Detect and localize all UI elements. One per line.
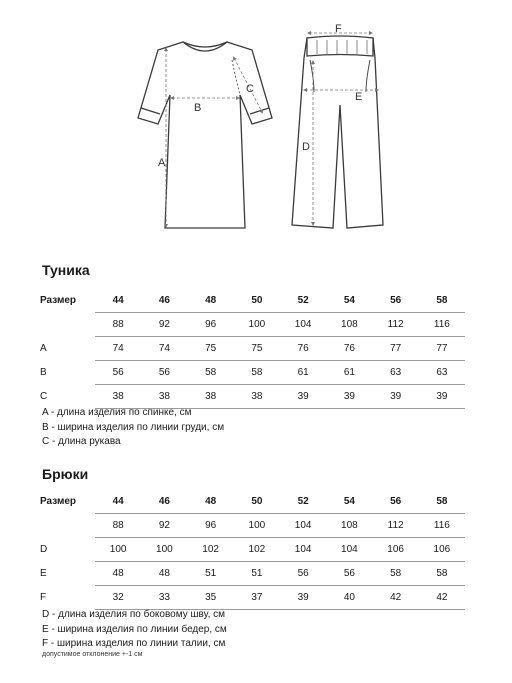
table-cell: 112 [373,514,419,538]
table-cell: 39 [280,385,326,409]
table-cell: 40 [326,586,372,610]
diagram-label-b: B [194,102,202,114]
size-header-cell: 44 [95,289,141,313]
table-cell: 100 [95,538,141,562]
table-cell: 58 [419,562,465,586]
size-header-cell: 46 [141,490,187,514]
row-label: D [40,544,48,555]
diagram-label-f: F [335,23,342,35]
row-label: A [40,343,47,354]
table-cell: 104 [280,538,326,562]
size-header-cell: 50 [234,490,280,514]
table-cell: 74 [95,337,141,361]
size-header-cell: 58 [419,490,465,514]
table-cell: 38 [141,385,187,409]
row-label: B [40,367,47,378]
size-label: Размер [40,496,77,508]
row-label: C [40,391,48,402]
table-cell: 51 [234,562,280,586]
table-cell: 100 [141,538,187,562]
table-cell: 88 [95,313,141,337]
size-header-cell: 56 [373,490,419,514]
size-header-cell: 54 [326,289,372,313]
table-cell: 39 [326,385,372,409]
table-cell: 58 [373,562,419,586]
pants-notes [42,608,227,652]
table-cell: 106 [373,538,419,562]
size-header-cell: 56 [373,289,419,313]
table-cell: 76 [280,337,326,361]
table-cell: 106 [419,538,465,562]
diagram-label-e: E [355,91,363,103]
table-cell: 58 [234,361,280,385]
tunic-size-header-row [40,289,465,313]
tolerance-note: допустимое отклонение +-1 см [42,651,143,658]
table-cell: 58 [188,361,234,385]
table-cell: 77 [419,337,465,361]
table-cell: 56 [326,562,372,586]
table-cell: 42 [373,586,419,610]
table-cell: 104 [280,313,326,337]
table-cell: 56 [95,361,141,385]
garment-diagrams [0,0,512,250]
row-label [40,313,95,337]
table-cell: 102 [234,538,280,562]
table-cell: 39 [373,385,419,409]
table-cell: 104 [326,538,372,562]
table-cell: 39 [419,385,465,409]
pants-size-header-row [40,490,465,514]
table-cell: 96 [188,313,234,337]
table-cell: 116 [419,313,465,337]
table-cell: 108 [326,514,372,538]
table-cell: 88 [95,514,141,538]
table-cell: 42 [419,586,465,610]
table-cell: 76 [326,337,372,361]
table-cell: 35 [188,586,234,610]
table-row [40,337,465,361]
table-row [40,586,465,610]
table-cell: 63 [419,361,465,385]
note-item: F - ширина изделия по линии талии, см [42,638,226,649]
table-cell: 37 [234,586,280,610]
table-cell: 100 [234,514,280,538]
diagram-label-c: C [246,83,254,95]
table-cell: 75 [188,337,234,361]
tunic-size-table [40,289,465,409]
diagram-label-a: A [158,157,166,169]
table-cell: 100 [234,313,280,337]
row-label: F [40,592,47,603]
table-cell: 51 [188,562,234,586]
tunic-title: Туника [42,262,90,278]
row-label: E [40,568,47,579]
note-item: A - длина изделия по спинке, см [42,407,192,418]
pants-size-table [40,490,465,610]
size-header-cell: 44 [95,490,141,514]
tunic-sketch [138,42,272,228]
pants-sketch [292,36,383,228]
size-header-cell: 52 [280,490,326,514]
table-cell: 38 [95,385,141,409]
tunic-notes [42,406,224,450]
diagram-label-d: D [302,141,310,153]
size-header-cell: 48 [188,289,234,313]
note-item: D - длина изделия по боковому шву, см [42,609,226,620]
size-label: Размер [40,295,77,307]
table-cell: 104 [280,514,326,538]
size-header-cell: 58 [419,289,465,313]
size-header-cell: 46 [141,289,187,313]
table-cell: 108 [326,313,372,337]
table-cell: 32 [95,586,141,610]
table-row [40,361,465,385]
size-header-cell: 52 [280,289,326,313]
table-row [40,313,465,337]
table-cell: 38 [188,385,234,409]
table-cell: 92 [141,313,187,337]
table-cell: 33 [141,586,187,610]
table-cell: 92 [141,514,187,538]
table-cell: 75 [234,337,280,361]
note-item: B - ширина изделия по линии груди, см [42,421,225,433]
table-cell: 61 [280,361,326,385]
size-header-cell: 54 [326,490,372,514]
table-cell: 112 [373,313,419,337]
pants-title: Брюки [42,466,89,482]
table-cell: 56 [141,361,187,385]
size-header-cell: 48 [188,490,234,514]
size-header-cell: 50 [234,289,280,313]
table-cell: 39 [280,586,326,610]
table-cell: 77 [373,337,419,361]
table-cell: 61 [326,361,372,385]
table-cell: 56 [280,562,326,586]
table-cell: 48 [95,562,141,586]
table-cell: 74 [141,337,187,361]
row-label [40,514,95,538]
table-row [40,562,465,586]
table-cell: 63 [373,361,419,385]
table-cell: 102 [188,538,234,562]
table-row [40,538,465,562]
table-row [40,385,465,409]
table-cell: 116 [419,514,465,538]
table-row [40,514,465,538]
table-cell: 48 [141,562,187,586]
note-item: E - ширина изделия по линии бедер, см [42,623,227,635]
note-item: C - длина рукава [42,436,121,447]
table-cell: 96 [188,514,234,538]
table-cell: 38 [234,385,280,409]
